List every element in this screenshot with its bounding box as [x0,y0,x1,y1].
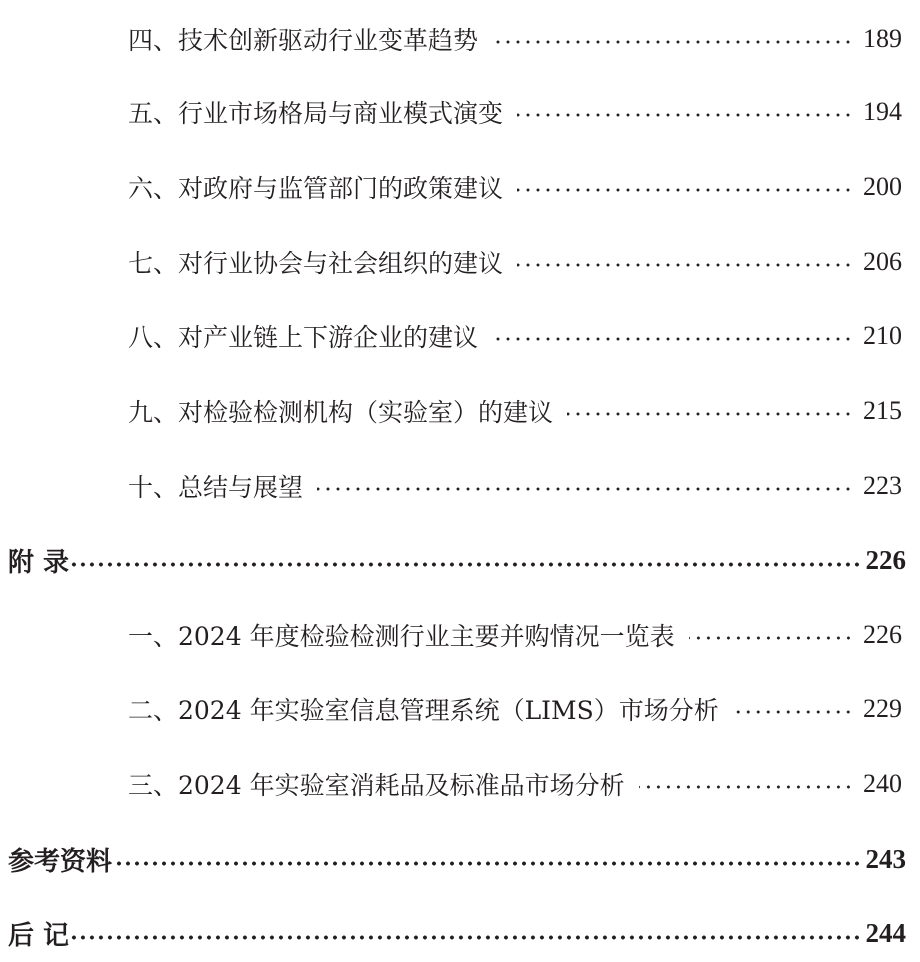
toc-entry-4[interactable] [0,17,920,61]
toc-entry-title: 八、对产业链上下游企业的建议 [128,323,479,352]
toc-entry-page: 240 [863,769,902,798]
toc-entry-7[interactable] [0,240,920,284]
toc-entry-9[interactable] [0,389,920,433]
toc-entry-title: 三、2024 年实验室消耗品及标准品市场分析 [128,771,625,800]
dot-leader [492,337,853,341]
toc-entry-title: 十、总结与展望 [128,473,304,502]
toc-entry-title: 五、行业市场格局与商业模式演变 [128,99,504,128]
toc-entry-title: 七、对行业协会与社会组织的建议 [128,249,504,278]
dot-leader [517,263,853,267]
toc-entry-page: 189 [863,24,902,53]
toc-section-references[interactable] [0,837,920,881]
toc-appendix-entry-3[interactable] [0,762,920,806]
toc-entry-page: 200 [863,172,902,201]
dot-leader [733,710,853,714]
toc-entry-title: 九、对检验检测机构（实验室）的建议 [128,398,554,427]
dot-leader [567,412,853,416]
toc-appendix-entry-2[interactable] [0,687,920,731]
toc-entry-title: 四、技术创新驱动行业变革趋势 [128,26,479,55]
toc-entry-page: 229 [863,694,902,723]
dot-leader [71,935,861,940]
toc-entry-title: 六、对政府与监管部门的政策建议 [128,174,504,203]
toc-section-title: 参考资料 [8,846,113,877]
toc-entry-6[interactable] [0,165,920,209]
toc-entry-page: 206 [863,247,902,276]
dot-leader [492,40,853,44]
toc-section-page: 244 [865,917,906,948]
dot-leader [71,562,861,567]
toc-section-appendix[interactable] [0,538,920,582]
toc-entry-10[interactable] [0,464,920,508]
toc-entry-page: 215 [863,396,902,425]
dot-leader [517,113,853,117]
toc-section-page: 243 [865,843,906,874]
dot-leader [114,861,861,866]
toc-entry-5[interactable] [0,90,920,134]
toc-appendix-entry-1[interactable] [0,613,920,657]
toc-section-afterword[interactable] [0,911,920,955]
dot-leader [517,188,853,192]
toc-entry-8[interactable] [0,314,920,358]
toc-entry-page: 223 [863,471,902,500]
dot-leader [639,785,853,789]
toc-section-title: 附 录 [8,547,70,578]
dot-leader [317,487,853,491]
toc-entry-title: 一、2024 年度检验检测行业主要并购情况一览表 [128,622,675,651]
dot-leader [689,636,853,640]
toc-section-title: 后 记 [8,920,70,951]
toc-entry-title: 二、2024 年实验室信息管理系统（LIMS）市场分析 [128,696,719,725]
toc-entry-page: 210 [863,321,902,350]
toc-section-page: 226 [865,544,906,575]
toc-entry-page: 226 [863,620,902,649]
toc-entry-page: 194 [863,97,902,126]
